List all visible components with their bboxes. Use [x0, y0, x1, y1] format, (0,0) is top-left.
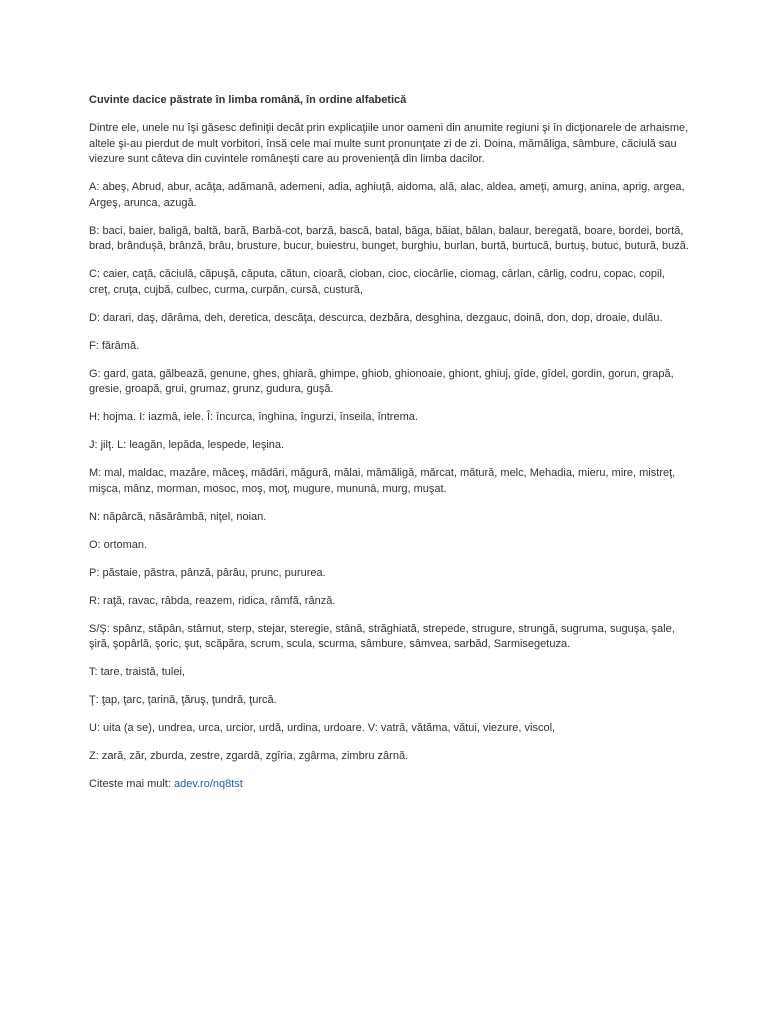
section-f: F: fărâmă. — [89, 339, 140, 352]
section-b: B: baci, baier, baligă, baltă, bară, Barbă-cot, barză, bască, batal, băga, băiat, bălan, balaur, beregată, boare, bordei, bortă, brad, brânduşă, brânză, brâu, brusture, bucur, buiestru, bunget, burghiu, burlan, burtă, burtucă, burtuş, butuc, butură, buză. — [89, 224, 689, 252]
section-h-i: H: hojma. I: iazmă, iele. Î: încurca, înghina, îngurzi, înseila, întrema. — [89, 411, 418, 423]
section-d: D: darari, daş, dărâma, deh, deretica, descăţa, descurca, dezbăra, desghina, dezgauc, doină, don, dop, droaie, dulău. — [89, 311, 663, 324]
section-s: S/Ş: spânz, stăpân, stârnut, sterp, stejar, steregie, stână, străghiată, strepede, strugure, strungă, sugruma, suguşa, şale, şiră, şopârlă, şoric, şut, scăpăra, scrum, scula, scurma, sâmbure, sâmvea, sarbăd, Sarmisegetuza. — [89, 622, 675, 650]
section-z: Z: zară, zăr, zburda, zestre, zgardă, zgîria, zgârma, zimbru zârnă. — [89, 750, 409, 762]
section-j-l: J: jilţ. L: leagăn, lepăda, lespede, leşina. — [89, 439, 285, 451]
intro-paragraph: Dintre ele, unele nu îşi găsesc definiţii decât prin explicaţiile unor oameni din anumite regiuni şi în dicţionarele de arhaisme, altele şi-au pierdut de mult vorbitori, însă cele mai multe sunt pronunţate zi de zi. Doina, mămăliga, sâmbure, căciulă sau viezure sunt câteva din cuvintele româneşti care au provenienţă din limba dacilor. — [89, 122, 689, 165]
section-u-v: U: uita (a se), undrea, urca, urcior, urdă, urdina, urdoare. V: vatră, vătăma, vătui, viezure, viscol, — [89, 722, 556, 734]
section-r: R: raţă, ravac, râbda, reazem, ridica, râmfă, rânză. — [89, 594, 336, 607]
section-g: G: gard, gata, gălbează, genune, ghes, ghiară, ghimpe, ghiob, ghionoaie, ghiont, ghiuj, gîde, gîdel, gordin, gorun, grapă, gresie, groapă, grui, grumaz, grunz, gudura, guşă. — [89, 367, 674, 395]
section-c: C: caier, caţă, căciulă, căpuşă, căputa, cătun, cioară, cioban, cioc, ciocârlie, ciomag, cârlan, cârlig, codru, copac, copil, creţ, cruţa, cujbă, culbec, curma, curpăn, cursă, custură, — [89, 268, 665, 296]
read-more-link[interactable]: adev.ro/nq8tst — [173, 778, 243, 790]
document-body — [89, 93, 689, 805]
read-more-label: Citeste mai mult: — [89, 778, 174, 790]
section-n: N: năpârcă, năsărâmbă, niţel, noian. — [89, 510, 267, 523]
section-tz: Ţ: ţap, ţarc, ţarină, ţăruş, ţundră, ţurcă. — [89, 694, 277, 706]
section-t: T: tare, traistă, tulei, — [89, 666, 185, 678]
document-title: Cuvinte dacice păstrate în limba română, în ordine alfabetică — [89, 94, 407, 106]
read-more-line — [89, 777, 689, 793]
section-a: A: abeş, Abrud, abur, acăţa, adămană, ademeni, adia, aghiuţă, aidoma, ală, alac, aldea, ameţi, amurg, anina, aprig, argea, Argeş, arunca, azugă. — [89, 181, 685, 209]
section-o: O: ortoman. — [89, 538, 148, 551]
section-p: P: păstaie, păstra, pânză, pârâu, prunc, pururea. — [89, 566, 326, 579]
section-m: M: mal, maldac, mazăre, măceş, mădări, măgură, mălai, mămăligă, mărcat, mătură, melc, Mehadia, mieru, mire, mistreţ, mişca, mânz, morman, mosoc, moş, moţ, mugure, mununā, murg, muşat. — [89, 467, 676, 495]
